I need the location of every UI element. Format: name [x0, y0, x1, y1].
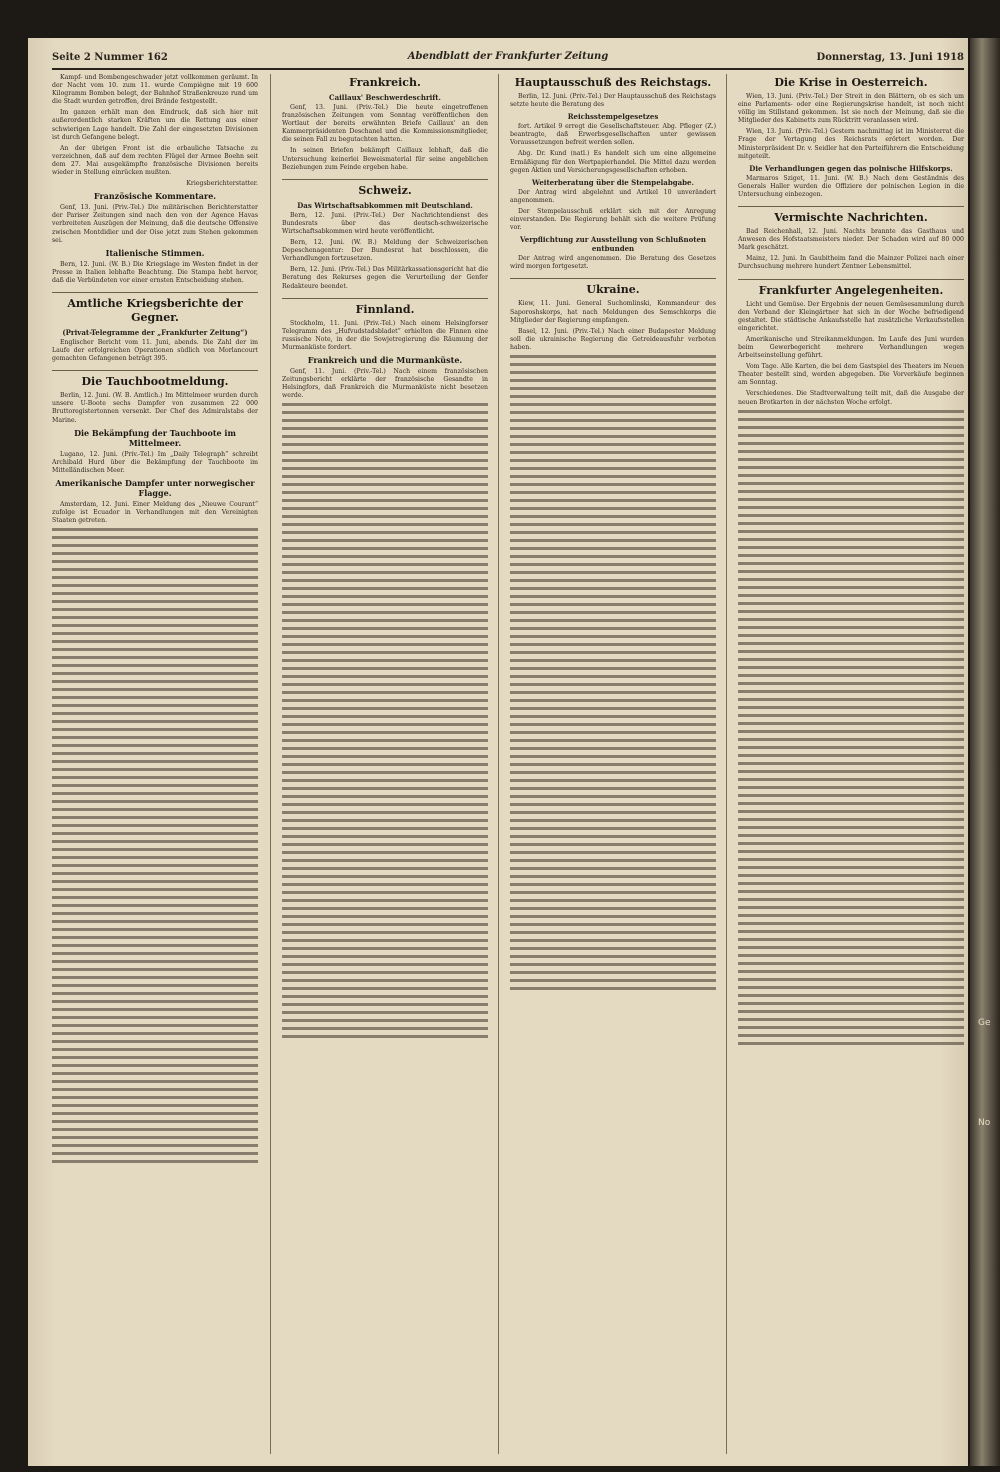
- section-headline: Schweiz.: [282, 179, 488, 198]
- section-headline: Vermischte Nachrichten.: [738, 206, 964, 225]
- column-3: [510, 74, 716, 1454]
- text-block: [52, 528, 258, 1168]
- article-text: Amerikanische und Streikanmeldungen. Im Laufe des Juni wurden beim Gewerbegericht mehrere Verhandlungen wegen Arbeitseinstellung geführt.: [738, 335, 964, 360]
- issue-date: Donnerstag, 13. Juni 1918: [816, 52, 964, 63]
- article-text: Bern, 12. Juni. (W. B.) Die Kriegslage im Westen findet in der Presse in Italien lebhafte Beachtung. Die Stampa hebt hervor, daß die Verbündeten vor einer ernsten Entscheidung stehen.: [52, 260, 258, 284]
- article-text: Genf, 13. Juni. (Priv.-Tel.) Die heute eingetroffenen französischen Zeitungen vom Sonntag veröffentlichen den Wortlaut der bereits erwähnten Briefe Caillaux' an den Kammerpräsidenten Deschanel und die Kommissionsmitglieder, die seinen Fall zu begutachten hatten.: [282, 104, 488, 144]
- edge-text: No: [978, 1118, 991, 1128]
- edge-text: Ge: [978, 1018, 991, 1028]
- newspaper-masthead: Abendblatt der Frankfurter Zeitung: [407, 51, 609, 62]
- page-header: [52, 48, 964, 70]
- text-block: [510, 355, 716, 995]
- article-text: Vom Tage. Alle Karten, die bei dem Gastspiel des Theaters im Neuen Theater bestellt sind, werden abgegeben. Die Vorverkäufe beginnen am Sonntag.: [738, 363, 964, 387]
- column-divider: [270, 74, 271, 1454]
- article-text: Der Stempelausschuß erklärt sich mit der Anregung einverstanden. Die Regierung behält sich die weitere Prüfung vor.: [510, 207, 716, 232]
- text-block: [282, 403, 488, 1043]
- article-text: An der übrigen Front ist die erbauliche Tatsache zu verzeichnen, daß auf dem rechten Flügel der Armee Boehn seit dem 27. Mai ausgekämpfte französische Divisionen bereits wieder in Stellung einrücken mußten.: [52, 144, 258, 177]
- section-subheadline: Weiterberatung über die Stempelabgabe.: [532, 177, 694, 187]
- article-text: Amsterdam, 12. Juni. Einer Meldung des „Nieuwe Courant“ zufolge ist Ecuador in Verhandlungen mit den Vereinigten Staaten getreten.: [52, 500, 258, 525]
- section-subheadline: Das Wirtschaftsabkommen mit Deutschland.: [297, 200, 473, 210]
- article-headline: Die Bekämpfung der Tauchboote im Mittelmeer.: [74, 427, 236, 448]
- column-divider: [726, 74, 727, 1454]
- article-text: Kampf- und Bombengeschwader jetzt vollkommen geräumt. In der Nacht vom 10. zum 11. wurde Compiègne mit 19 600 Kilogramm Bomben belegt, der Bahnhof Straßenkreuze rund um die Stadt wurden getroffen, drei Brände festgestellt.: [52, 74, 258, 106]
- article-text: Berlin, 12. Juni. (W. B. Amtlich.) Im Mittelmeer wurden durch unsere U-Boote sechs Dampfer von zusammen 22 000 Bruttoregistertonnen versenkt. Der Chef des Admiralstabs der Marine.: [52, 392, 258, 424]
- section-headline: Die Krise in Oesterreich.: [774, 76, 928, 89]
- article-text: Der Antrag wird angenommen. Die Beratung des Gesetzes wird morgen fortgesetzt.: [510, 255, 716, 271]
- article-text: Der Antrag wird abgelehnt und Artikel 10 unverändert angenommen.: [510, 188, 716, 204]
- section-headline: Frankreich.: [349, 76, 421, 89]
- column-1: [52, 74, 258, 1454]
- article-text: Genf, 13. Juni. (Priv.-Tel.) Die militärischen Berichterstatter der Pariser Zeitungen sind nach den von der Agence Havas verbreiteten Auszügen der Meinung, daß die deutsche Offensive zwischen Montdidier und der Oise jetzt zum Stehen gekommen sei.: [52, 204, 258, 244]
- section-headline: Amtliche Kriegsberichte der Gegner.: [52, 292, 258, 325]
- article-text: Basel, 12. Juni. (Priv.-Tel.) Nach einer Budapester Meldung soll die ukrainische Regierung die Getreideausfuhr verboten haben.: [510, 327, 716, 351]
- section-headline: Ukraine.: [510, 278, 716, 297]
- article-text: Berlin, 12. Juni. (Priv.-Tel.) Der Hauptausschuß des Reichstags setzte heute die Beratung des: [510, 93, 716, 109]
- article-text: Englischer Bericht vom 11. Juni, abends. Die Zahl der im Laufe der erfolgreichen Operationen südlich von Morlancourt gemachten Gefangenen beträgt 395.: [52, 338, 258, 363]
- adjacent-page-edge: [970, 38, 1000, 1466]
- article-text: Bad Reichenhall, 12. Juni. Nachts brannte das Gasthaus und Anwesen des Hofstaatsmeisters nieder. Der Schaden wird auf 80 000 Mark geschätzt.: [738, 228, 964, 252]
- article-text: Bern, 12. Juni. (Priv.-Tel.) Der Nachrichtendienst des Bundesrats über das deutsch-schweizerische Wirtschaftsabkommen wird heute veröffentlicht.: [282, 211, 488, 235]
- section-subheadline: Verpflichtung zur Ausstellung von Schlußnoten entbunden: [519, 235, 707, 254]
- article-headline: Amerikanische Dampfer unter norwegischer Flagge.: [55, 477, 255, 498]
- section-subheadline: Die Verhandlungen gegen das polnische Hilfskorps.: [749, 163, 953, 173]
- section-subheadline: Reichsstempelgesetzes: [567, 112, 659, 122]
- article-text: Im ganzen erhält man den Eindruck, daß sich hier mit außerordentlich starken Kräften um die Rettung aus einer schwierigen Lage handelt. Die Zahl der eingesetzten Divisionen ist durch Gefangene belegt.: [52, 109, 258, 141]
- article-text: Wien, 13. Juni. (Priv.-Tel.) Gestern nachmittag ist im Ministerrat die Frage der Vertagung des Reichsrats erörtert worden. Der Ministerpräsident Dr. v. Seidler hat den Parteiführern die Entscheidung mitgeteilt.: [738, 128, 964, 160]
- text-block: [738, 410, 964, 1050]
- article-text: fort. Artikel 9 erregt die Gesellschaftsteuer. Abg. Pfleger (Z.) beantragte, daß Erwerbsgesellschaften unter gewissen Voraussetzungen befreit werden sollen.: [510, 123, 716, 147]
- article-text: Wien, 13. Juni. (Priv.-Tel.) Der Streit in den Blättern, ob es sich um eine Parlaments- oder eine Regierungskrise handelt, ist noch nicht völlig im Stillstand gekommen. Ist sie noch der Meinung, daß sie die Mitglieder des Kabinetts zum Rücktritt veranlassen wird.: [738, 93, 964, 125]
- article-text: In seinen Briefen bekämpft Caillaux lebhaft, daß die Untersuchung keinerlei Beweismaterial für seine angeblichen Beziehungen zum Feinde ergeben habe.: [282, 147, 488, 171]
- section-headline: Hauptausschuß des Reichstags.: [514, 76, 712, 89]
- column-4: [738, 74, 964, 1454]
- byline: Kriegsberichterstatter.: [186, 180, 258, 188]
- newspaper-page: [28, 38, 968, 1466]
- section-subheadline: Caillaux' Beschwerdeschrift.: [329, 93, 441, 102]
- article-text: Lugano, 12. Juni. (Priv.-Tel.) Im „Daily Telegraph“ schreibt Archibald Hurd über die Bekämpfung der Tauchboote im Mittelländischen Meer.: [52, 450, 258, 474]
- article-text: Kiew, 11. Juni. General Suchomlinski, Kommandeur des Saporoshskorps, hat nach Meldungen des Semschkorps die Mitglieder der Regierung empfangen.: [510, 300, 716, 324]
- section-headline: Die Tauchbootmeldung.: [52, 370, 258, 389]
- column-divider: [498, 74, 499, 1454]
- article-text: Bern, 12. Juni. (W. B.) Meldung der Schweizerischen Depeschenagentur: Der Bundesrat hat beschlossen, die Verhandlungen fortzusetzen.: [282, 239, 488, 263]
- column-2: [282, 74, 488, 1454]
- article-text: Mainz, 12. Juni. In Gaubitheim fand die Mainzer Polizei nach einer Durchsuchung mehrere hundert Zentner Lebensmittel.: [738, 255, 964, 271]
- article-text: Genf, 11. Juni. (Priv.-Tel.) Nach einem französischen Zeitungsbericht erklärte der französische Gesandte in Helsingfors, daß Frankreich die Murmanküste nicht besetzen werde.: [282, 367, 488, 400]
- article-headline: Französische Kommentare.: [93, 191, 217, 202]
- article-headline: Italienische Stimmen.: [105, 247, 205, 258]
- article-text: Marmaros Sziget, 11. Juni. (W. B.) Nach dem Geständnis des Generals Haller wurden die Offiziere der polnischen Legion in die Untersuchung einbezogen.: [738, 174, 964, 198]
- page-number: Seite 2 Nummer 162: [52, 52, 168, 63]
- article-text: Bern, 12. Juni. (Priv.-Tel.) Das Militärkassationsgericht hat die Beratung des Rekurses gegen die Verurteilung der Genfer Redakteure beendet.: [282, 266, 488, 290]
- section-subheadline: (Privat-Telegramme der „Frankfurter Zeitung“): [62, 327, 248, 337]
- article-text: Stockholm, 11. Juni. (Priv.-Tel.) Nach einem Helsingforser Telegramm des „Hufvudstadsbladet“ erhielten die Finnen eine russische Note, in der die Sowjetregierung die Räumung der Murmanküste fordert.: [282, 319, 488, 351]
- section-headline: Frankfurter Angelegenheiten.: [738, 279, 964, 298]
- article-text: Licht und Gemüse. Der Ergebnis der neuen Gemüsesammlung durch den Verband der Kleingärtner hat sich in der Woche befriedigend gestaltet. Die städtische Ankaufsstelle hat zusätzliche Verkaufsstellen eingerichtet.: [738, 300, 964, 332]
- article-text: Abg. Dr. Kund (natl.) Es handelt sich um eine allgemeine Ermäßigung für den Wertpapierhandel. Die Mittel dazu werden gegen Aktien und Versicherungsgesellschaften erhoben.: [510, 150, 716, 174]
- article-headline: Frankreich und die Murmanküste.: [307, 354, 463, 365]
- article-text: Verschiedenes. Die Stadtverwaltung teilt mit, daß die Ausgabe der neuen Brotkarten in der nächsten Woche erfolgt.: [738, 390, 964, 406]
- section-headline: Finnland.: [282, 298, 488, 317]
